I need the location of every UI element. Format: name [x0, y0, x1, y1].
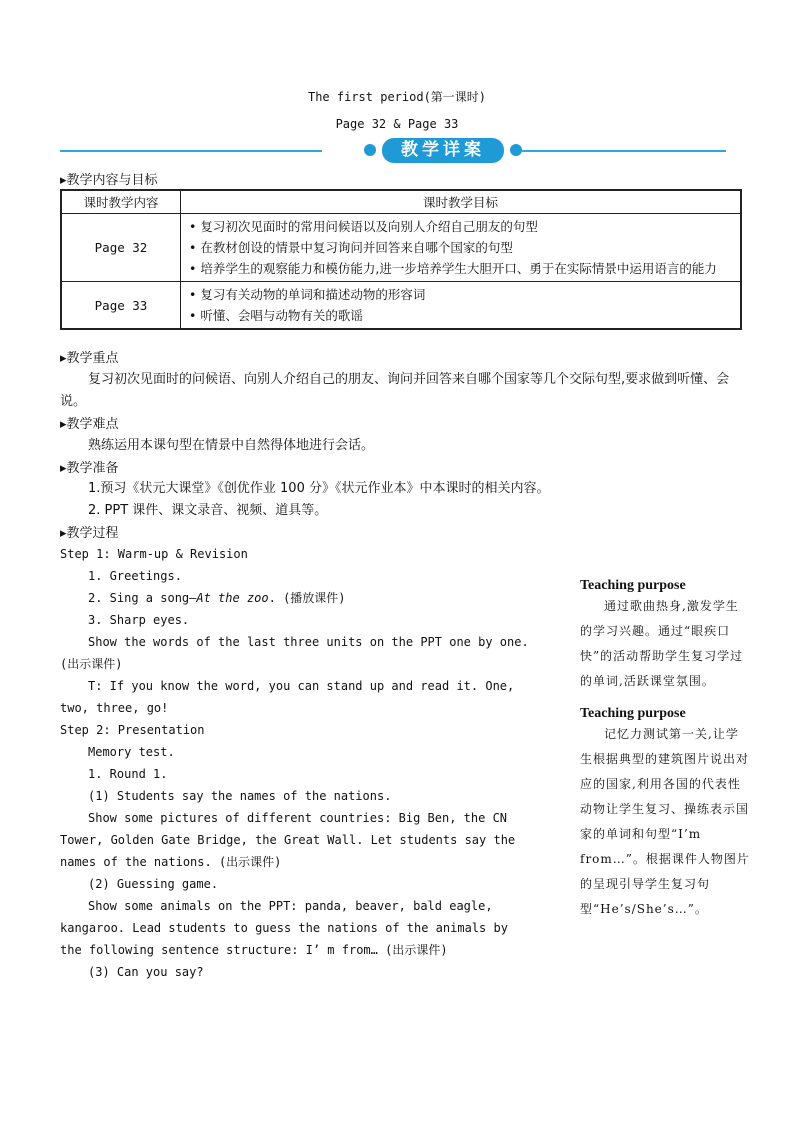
step1-item: 1. Greetings.	[88, 569, 182, 583]
row-goals	[181, 214, 742, 282]
heading-preparation: ▸教学准备	[60, 461, 119, 476]
step2-text: Show some animals on the PPT: panda, beaver, bald eagle, kangaroo. Lead students to guess the nations of the animals by the following sentence structure: I’ m from… (出示课件)	[60, 899, 508, 957]
difficulties-text: 熟练运用本课句型在情景中自然得体地进行会话。	[88, 438, 375, 453]
step1-title: Step 1: Warm-up & Revision	[60, 547, 248, 561]
sidebar-note	[580, 578, 750, 694]
sidebar-text: 通过歌曲热身,激发学生的学习兴趣。通过“眼疾口快”的活动帮助学生复习学过的单词,活跃课堂氛围。	[580, 599, 744, 688]
banner-line-right	[522, 150, 726, 152]
heading-difficulties: ▸教学难点	[60, 417, 119, 432]
table-row	[61, 282, 741, 330]
step2-text: Show some pictures of different countries: Big Ben, the CN Tower, Golden Gate Bridge, the Great Wall. Let students say the names of the nations. (出示课件)	[60, 811, 516, 869]
step2-item: (3) Can you say?	[88, 965, 204, 979]
sidebar-text: 记忆力测试第一关,让学生根据典型的建筑图片说出对应的国家,利用各国的代表性动物让学生复习、操练表示国家的单词和句型“I’m from…”。根据课件人物图片的呈现引导学生复习句型“He’s/She’s…”。	[580, 727, 750, 916]
page-range: Page 32 & Page 33	[335, 117, 459, 131]
goal-item: • 复习初次见面时的常用问候语以及向别人介绍自己朋友的句型	[189, 216, 736, 237]
step1-item	[60, 587, 530, 609]
table-row	[61, 214, 741, 282]
goals-table	[60, 189, 742, 330]
song-title: At the zoo	[196, 591, 269, 605]
goal-item: • 培养学生的观察能力和模仿能力,进一步培养学生大胆开口、勇于在实际情景中运用语言的能力	[189, 258, 736, 279]
row-goals	[181, 282, 742, 330]
banner-label: 教学详案	[382, 138, 504, 163]
step1-text: T: If you know the word, you can stand up and read it. One, two, three, go!	[60, 679, 515, 715]
banner-line-left	[60, 150, 322, 152]
goal-item: • 复习有关动物的单词和描述动物的形容词	[189, 284, 736, 305]
step2-item: (1) Students say the names of the nations.	[88, 789, 392, 803]
song-prefix: 2. Sing a song—	[88, 591, 197, 605]
step2-item: (2) Guessing game.	[88, 877, 219, 891]
heading-content-goals: ▸教学内容与目标	[60, 173, 158, 188]
table-header-row	[61, 190, 741, 214]
heading-process: ▸教学过程	[60, 526, 119, 541]
goal-item: • 听懂、会唱与动物有关的歌谣	[189, 305, 736, 326]
prep-item-2: 2. PPT 课件、课文录音、视频、道具等。	[88, 503, 328, 518]
step1-item: 3. Sharp eyes.	[88, 613, 190, 627]
song-suffix: . (播放课件)	[268, 591, 346, 605]
lesson-title: The first period(第一课时)	[307, 90, 487, 104]
sidebar-note	[580, 706, 750, 922]
row-page: Page 33	[61, 282, 181, 330]
col-header-goals: 课时教学目标	[181, 190, 742, 214]
heading-key-points: ▸教学重点	[60, 351, 119, 366]
goal-item: • 在教材创设的情景中复习询问并回答来自哪个国家的句型	[189, 237, 736, 258]
step2-item: 1. Round 1.	[88, 767, 168, 781]
step2-title: Step 2: Presentation	[60, 723, 205, 737]
row-page: Page 32	[61, 214, 181, 282]
prep-item-1: 1.预习《状元大课堂》《创优作业 100 分》《状元作业本》中本课时的相关内容。	[88, 481, 550, 496]
sidebar-heading: Teaching purpose	[580, 578, 686, 593]
section-banner	[60, 138, 726, 164]
col-header-content: 课时教学内容	[61, 190, 181, 214]
step1-text: Show the words of the last three units on the PPT one by one. (出示课件)	[60, 635, 529, 671]
step2-item: Memory test.	[88, 745, 175, 759]
sidebar-heading: Teaching purpose	[580, 706, 686, 721]
key-points-text: 复习初次见面时的问候语、向别人介绍自己的朋友、询问并回答来自哪个国家等几个交际句型,要求做到听懂、会说。	[60, 372, 730, 409]
